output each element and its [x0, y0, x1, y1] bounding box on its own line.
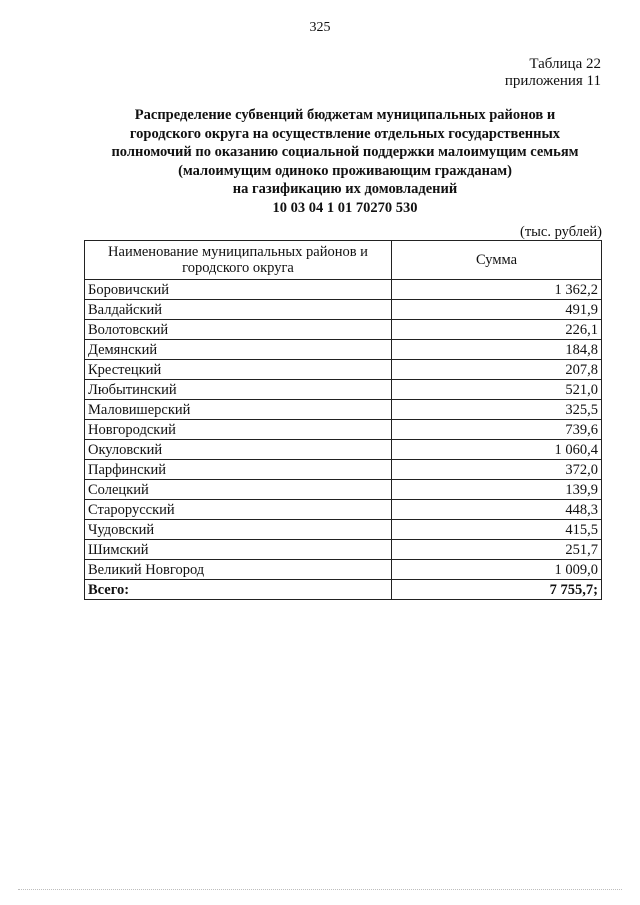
table-row	[85, 300, 602, 320]
title-line: полномочий по оказанию социальной поддержки малоимущим семьям	[111, 144, 579, 160]
title-line: городского округа на осуществление отдельных государственных	[129, 125, 561, 142]
district-name-cell: Волотовский	[85, 320, 392, 340]
table-row	[85, 520, 602, 540]
district-name-cell: Парфинский	[85, 460, 392, 480]
sum-cell: 1 060,4	[392, 440, 602, 460]
document-title	[60, 106, 630, 217]
table-row	[85, 440, 602, 460]
district-name-cell: Великий Новгород	[85, 560, 392, 580]
table-row	[85, 280, 602, 300]
column-header-name: Наименование муниципальных районов и городского округа	[85, 241, 392, 280]
district-name-cell: Крестецкий	[85, 360, 392, 380]
district-name-cell: Солецкий	[85, 480, 392, 500]
district-name-cell: Демянский	[85, 340, 392, 360]
district-name-cell: Валдайский	[85, 300, 392, 320]
sum-cell: 1 362,2	[392, 280, 602, 300]
table-row	[85, 500, 602, 520]
total-sum-cell: 7 755,7;	[392, 580, 602, 600]
sum-cell: 1 009,0	[392, 560, 602, 580]
title-line: Распределение субвенций бюджетам муниципальных районов и	[134, 107, 556, 123]
table-body	[85, 280, 602, 600]
sum-cell: 739,6	[392, 420, 602, 440]
table-reference-line-1: Таблица 22	[529, 56, 601, 72]
sum-cell: 491,9	[392, 300, 602, 320]
sum-cell: 448,3	[392, 500, 602, 520]
table-row	[85, 360, 602, 380]
district-name-cell: Окуловский	[85, 440, 392, 460]
table-header-row	[85, 241, 602, 280]
sum-cell: 139,9	[392, 480, 602, 500]
table-row	[85, 420, 602, 440]
district-name-cell: Любытинский	[85, 380, 392, 400]
district-name-cell: Маловишерский	[85, 400, 392, 420]
title-line: (малоимущим одиноко проживающим гражданам)	[178, 162, 512, 179]
sum-cell: 521,0	[392, 380, 602, 400]
table-row	[85, 400, 602, 420]
table-row	[85, 480, 602, 500]
district-name-cell: Старорусский	[85, 500, 392, 520]
total-row	[85, 580, 602, 600]
table-row	[85, 340, 602, 360]
district-name-cell: Новгородский	[85, 420, 392, 440]
sum-cell: 325,5	[392, 400, 602, 420]
table-row	[85, 460, 602, 480]
sum-cell: 226,1	[392, 320, 602, 340]
sum-cell: 207,8	[392, 360, 602, 380]
title-line: на газификацию их домовладений	[232, 181, 458, 197]
table-row	[85, 540, 602, 560]
budget-classification-code: 10 03 04 1 01 70270 530	[272, 199, 418, 216]
sum-cell: 415,5	[392, 520, 602, 540]
sum-cell: 184,8	[392, 340, 602, 360]
sum-cell: 251,7	[392, 540, 602, 560]
column-header-sum: Сумма	[392, 241, 602, 280]
subvention-table	[84, 240, 602, 600]
scan-artifact-line	[18, 889, 622, 890]
total-label-cell: Всего:	[85, 580, 392, 600]
page-number: 325	[309, 20, 331, 35]
table-row	[85, 380, 602, 400]
table-reference-line-2: приложения 11	[504, 73, 601, 89]
table-row	[85, 320, 602, 340]
table-reference	[505, 56, 601, 90]
table-row	[85, 560, 602, 580]
units-label: (тыс. рублей)	[520, 224, 602, 240]
district-name-cell: Чудовский	[85, 520, 392, 540]
district-name-cell: Боровичский	[85, 280, 392, 300]
district-name-cell: Шимский	[85, 540, 392, 560]
sum-cell: 372,0	[392, 460, 602, 480]
